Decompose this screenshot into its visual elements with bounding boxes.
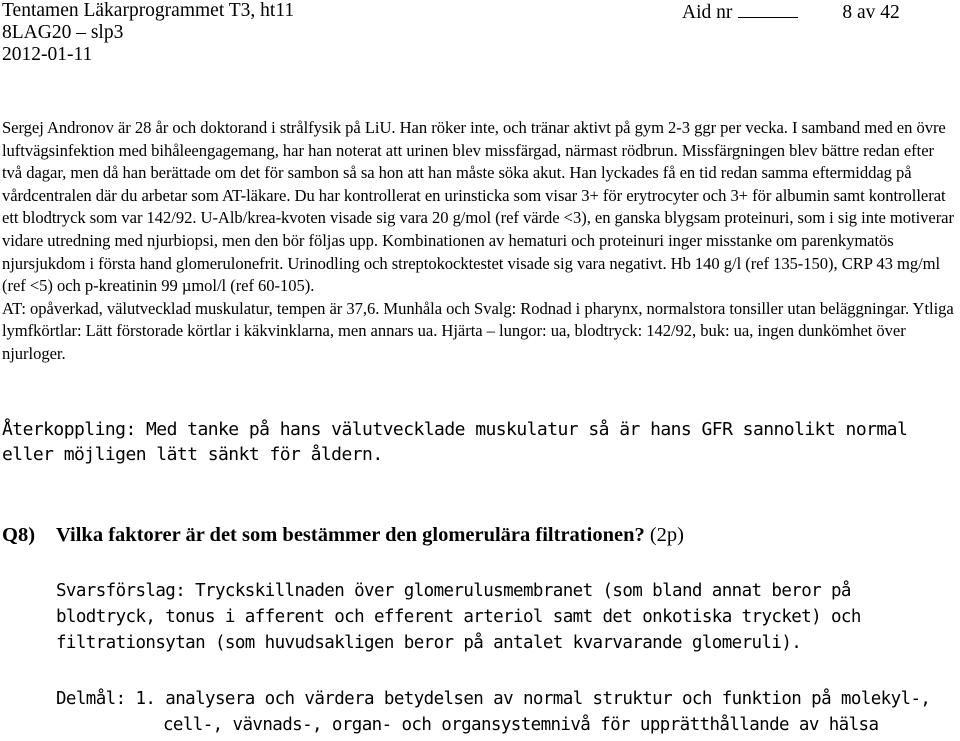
- question-8: [2, 522, 952, 548]
- question-text: Vilka faktorer är det som bestämmer den glomerulära filtrationen?: [56, 524, 645, 546]
- exam-date: 2012-01-11: [2, 44, 93, 65]
- case-description: [2, 117, 954, 366]
- learning-goal-line-2: cell-, vävnads-, organ- och organsystemnivå för upprätthållande av hälsa: [163, 715, 879, 735]
- question-points: (2p): [649, 524, 685, 546]
- case-status: AT: opåverkad, välutvecklad muskulatur, tempen är 37,6. Munhåla och Svalg: Rodnad i pharynx, normalstora tonsiller utan beläggningar. Ytliga lymfkörtlar: Lätt förstorade körtlar i käkvinklarna, men annars ua. Hjärta – lungor: ua, blodtryck: 142/92, buk: ua, ingen dunkömhet över njurloger.: [2, 298, 954, 363]
- aid-number-blank: [738, 0, 798, 18]
- aid-label: Aid nr: [682, 2, 733, 23]
- learning-goal: [56, 686, 951, 738]
- case-history: Sergej Andronov är 28 år och doktorand i strålfysik på LiU. Han röker inte, och tränar aktivt på gym 2-3 ggr per vecka. I samband med en övre luftvägsinfektion med bihåleengagemang, har han noterat att urinen blev missfärgad, närmast rödbrun. Missfärgningen blev bättre redan efter två dagar, men då han berättade om det för sambon så sa hon att han måste söka akut. Han lyckades få en tid redan samma eftermiddag på vårdcentralen där du arbetar som AT-läkare. Du har kontrollerat en urinsticka som visar 3+ för erytrocyter och 3+ för albumin samt kontrollerat ett blodtryck som var 142/92. U-Alb/krea-kvoten visade sig vara 20 g/mol (ref värde <3), en ganska blygsam proteinuri, som i sig inte motiverar vidare utredning med njurbiopsi, men den bör följas upp. Kombinationen av hematuri och proteinuri inger misstanke om parenkymatös njursjukdom i första hand glomerulonefrit. Urinodling och streptokocktestet visade sig vara negativt. Hb 140 g/l (ref 135-150), CRP 43 mg/ml (ref <5) och p-kreatinin 99 µmol/l (ref 60-105).: [2, 118, 954, 296]
- exam-title-text: Tentamen Läkarprogrammet T3, ht11: [2, 0, 295, 21]
- question-number: Q8): [2, 524, 36, 546]
- feedback-text: Återkoppling: Med tanke på hans välutvecklade muskulatur så är hans GFR sannolikt normal eller möjligen lätt sänkt för åldern.: [2, 419, 908, 465]
- course-code: 8LAG20 – slp3: [2, 22, 124, 43]
- aid-and-page: [682, 0, 900, 24]
- learning-goal-line-1: Delmål: 1. analysera och värdera betydelsen av normal struktur och funktion på molekyl-,: [56, 689, 931, 709]
- page-counter: 8 av 42: [842, 2, 900, 23]
- suggested-answer: Svarsförslag: Tryckskillnaden över glomerulusmembranet (som bland annat beror på blodtryck, tonus i afferent och efferent arteriol samt det onkotiska trycket) och filtrationsytan (som huvudsakligen beror på antalet kvarvarande glomeruli).: [56, 581, 861, 653]
